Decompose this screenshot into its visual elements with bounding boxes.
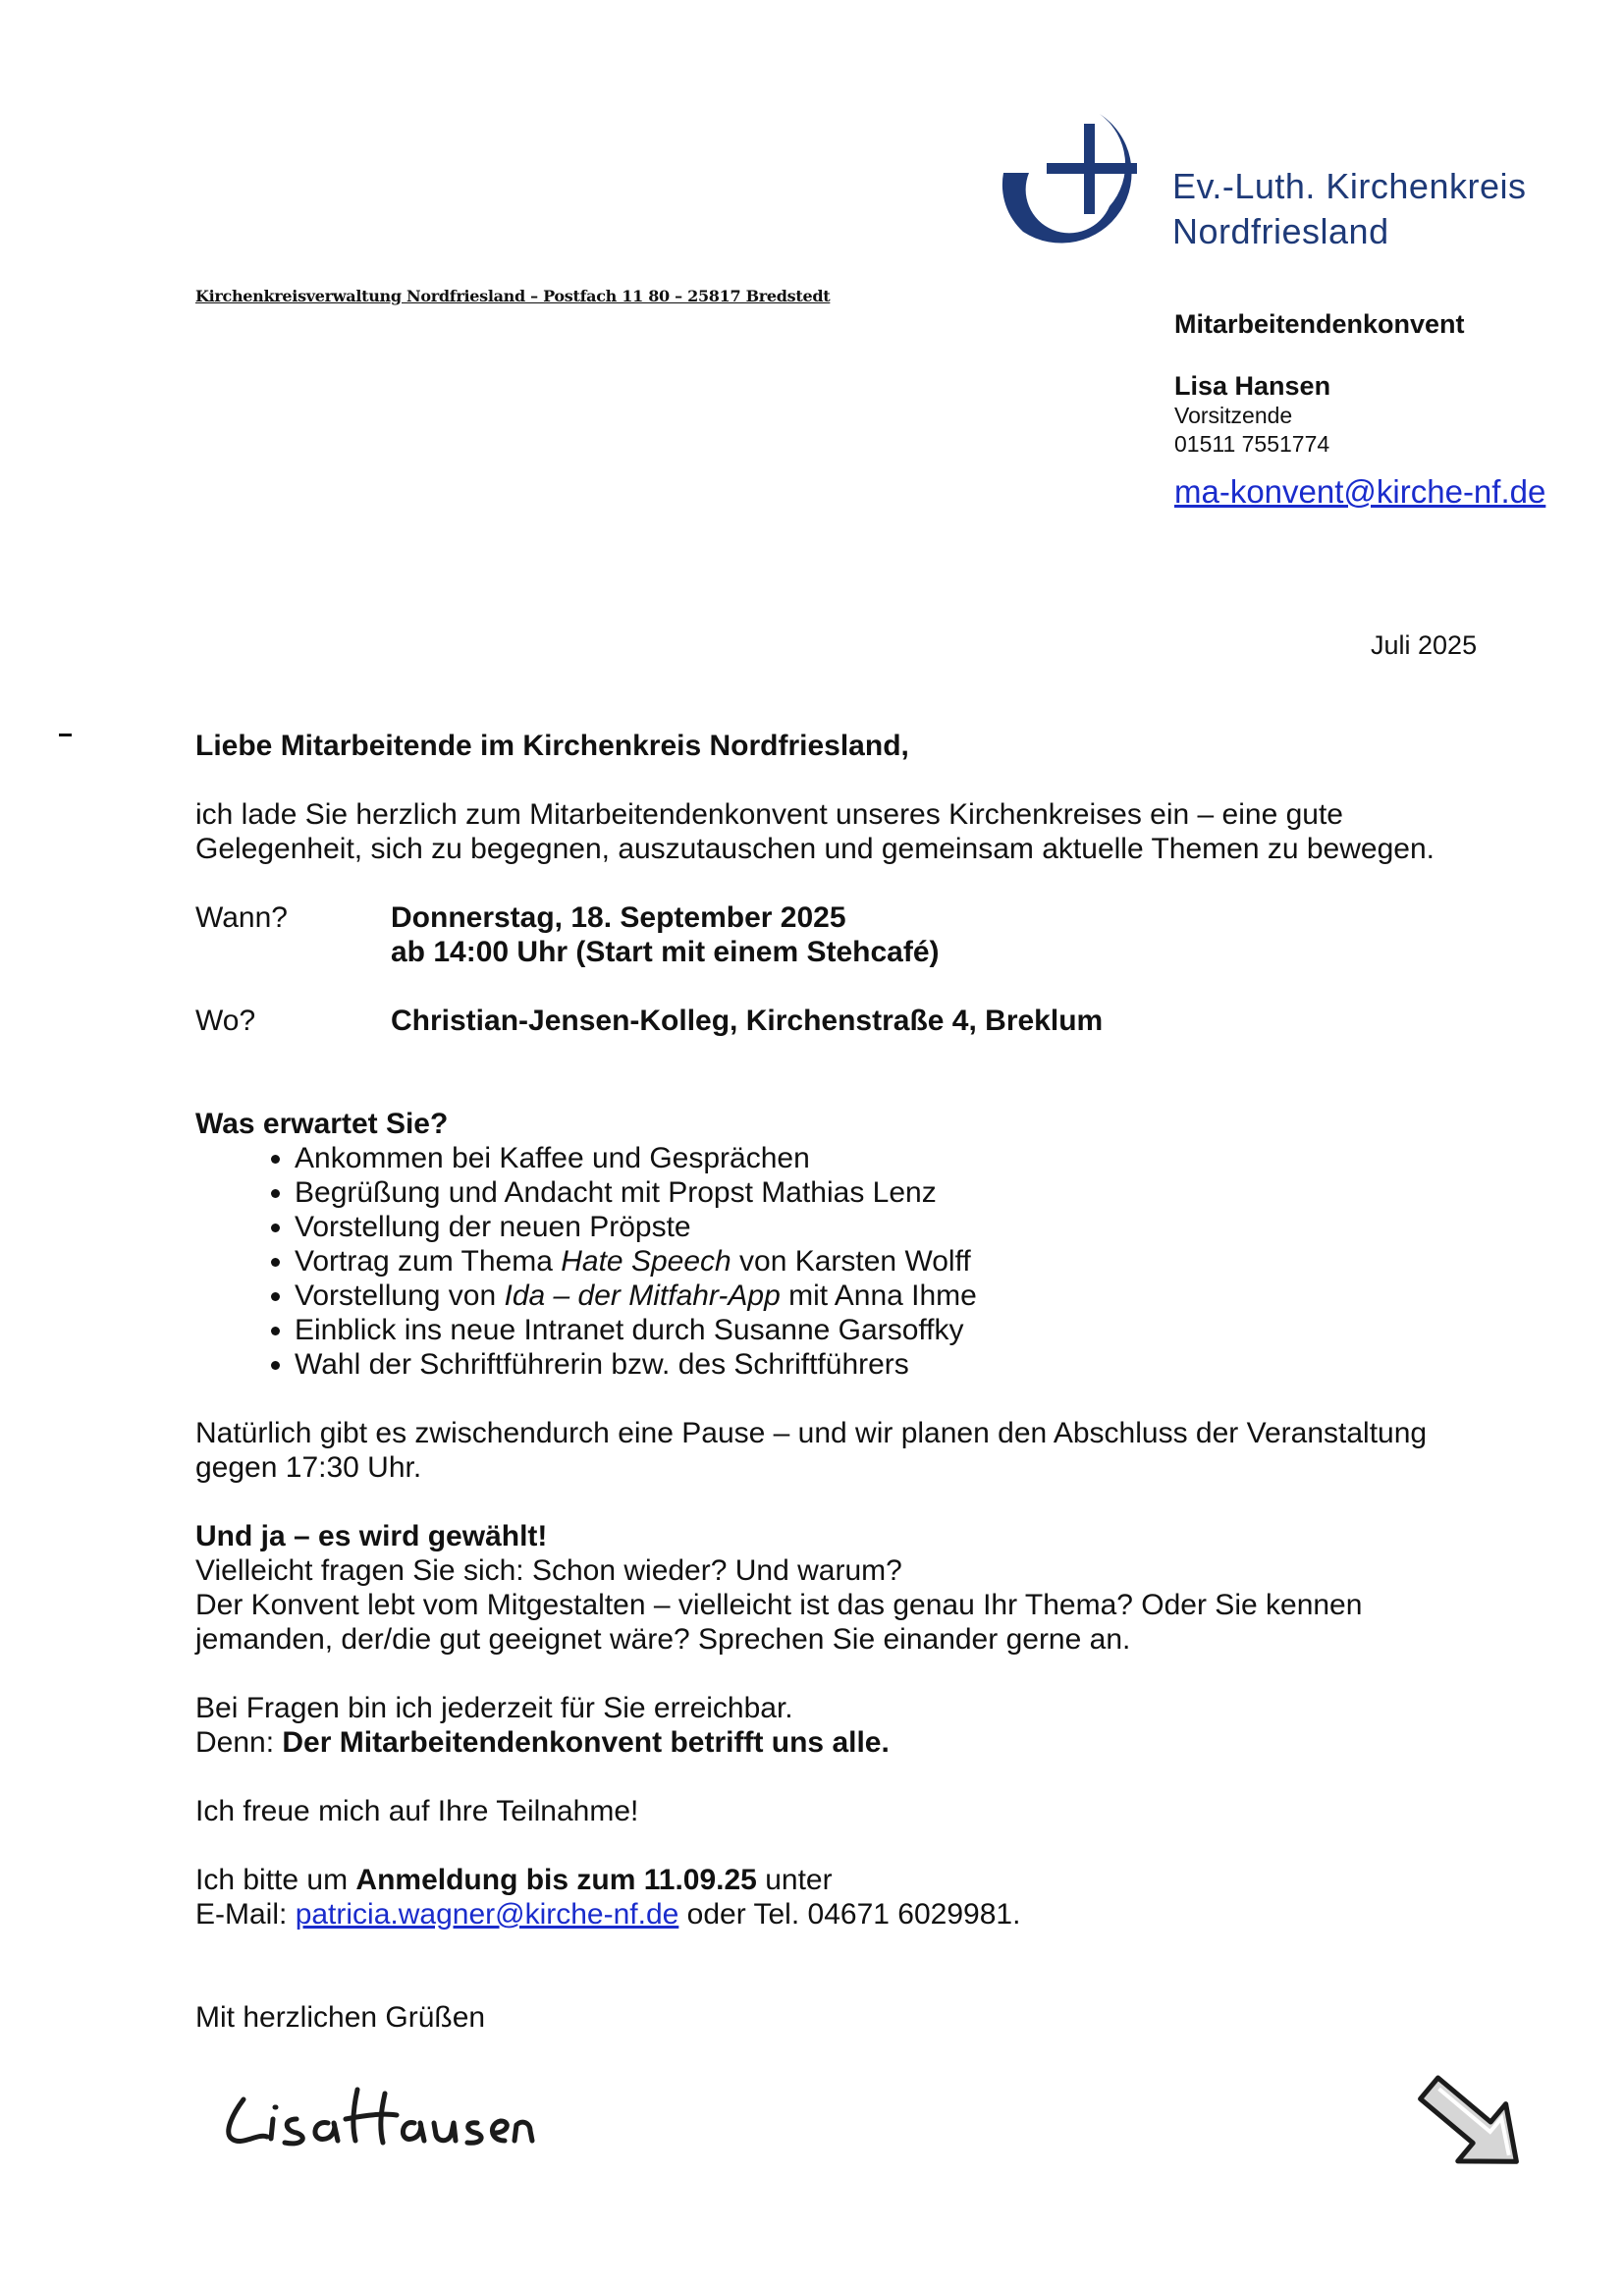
register-line: Ich bitte um Anmeldung bis zum 11.09.25 unter bbox=[195, 1864, 833, 1896]
app-name: Ida – der Mitfahr-App bbox=[504, 1279, 781, 1312]
letter-date: Juli 2025 bbox=[1371, 630, 1478, 660]
list-item: • Wahl der Schriftführerin bzw. des Schriftführers bbox=[295, 1347, 1491, 1382]
questions-line: Bei Fragen bin ich jederzeit für Sie erreichbar. bbox=[195, 1692, 793, 1724]
vote-line-1: Vielleicht fragen Sie sich: Schon wieder? Und warum? bbox=[195, 1554, 902, 1587]
vote-heading: Und ja – es wird gewählt! bbox=[195, 1520, 548, 1552]
contact-org: Mitarbeitendenkonvent bbox=[1174, 309, 1465, 339]
contact-email-link[interactable]: ma-konvent@kirche-nf.de bbox=[1174, 473, 1546, 510]
contact-phone: 01511 7551774 bbox=[1174, 431, 1330, 457]
list-item: • Vortrag zum Thema Hate Speech von Karsten Wolff bbox=[295, 1244, 1491, 1279]
where-label: Wo? bbox=[195, 1005, 256, 1037]
arrow-down-right-icon bbox=[1404, 2056, 1542, 2194]
register-contact-line: E-Mail: patricia.wagner@kirche-nf.de oder Tel. 04671 6029981. bbox=[195, 1898, 1021, 1931]
contact-name: Lisa Hansen bbox=[1174, 371, 1331, 401]
greeting: Liebe Mitarbeitende im Kirchenkreis Nordfriesland, bbox=[195, 730, 909, 762]
pause-paragraph: Natürlich gibt es zwischendurch eine Pause – und wir planen den Abschluss der Veranstaltung gegen 17:30 Uhr. bbox=[195, 1417, 1428, 1484]
list-item: • Einblick ins neue Intranet durch Susanne Garsoffky bbox=[295, 1313, 1491, 1347]
list-item: • Vorstellung von Ida – der Mitfahr-App mit Anna Ihme bbox=[295, 1279, 1491, 1313]
agenda-heading: Was erwartet Sie? bbox=[195, 1108, 449, 1140]
list-item: • Begrüßung und Andacht mit Propst Mathias Lenz bbox=[295, 1175, 1491, 1210]
cross-in-circle-icon bbox=[1001, 106, 1149, 253]
when-label: Wann? bbox=[195, 901, 288, 934]
fold-mark bbox=[59, 734, 72, 736]
vote-line-2: Der Konvent lebt vom Mitgestalten – vielleicht ist das genau Ihr Thema? Oder Sie kennen jemanden, der/die gut geeignet wäre? Sprechen Sie einander gerne an. bbox=[195, 1589, 1363, 1656]
register-email-link[interactable]: patricia.wagner@kirche-nf.de bbox=[295, 1898, 679, 1931]
logo-line-1: Ev.-Luth. Kirchenkreis bbox=[1172, 166, 1527, 206]
concern-line: Denn: Der Mitarbeitendenkonvent betrifft uns alle. bbox=[195, 1726, 890, 1759]
handwritten-signature bbox=[218, 2068, 542, 2156]
when-row bbox=[195, 900, 1491, 969]
where-row bbox=[195, 1004, 1491, 1038]
contact-role: Vorsitzende bbox=[1174, 403, 1293, 428]
when-date: Donnerstag, 18. September 2025 bbox=[391, 901, 846, 934]
list-item: • Vorstellung der neuen Pröpste bbox=[295, 1210, 1491, 1244]
letter-body bbox=[195, 729, 1491, 2035]
sender-address-line: Kirchenkreisverwaltung Nordfriesland – Postfach 11 80 – 25817 Bredstedt bbox=[195, 287, 831, 305]
looking-forward-line: Ich freue mich auf Ihre Teilnahme! bbox=[195, 1795, 639, 1827]
intro-paragraph: ich lade Sie herzlich zum Mitarbeitendenkonvent unseres Kirchenkreises ein – eine gute Gelegenheit, sich zu begegnen, auszutauschen und gemeinsam aktuelle Themen zu bewegen. bbox=[195, 798, 1435, 865]
talk-topic: Hate Speech bbox=[561, 1245, 731, 1278]
church-district-logo bbox=[1001, 106, 1551, 253]
list-item: • Ankommen bei Kaffee und Gesprächen bbox=[295, 1141, 1491, 1175]
when-time: ab 14:00 Uhr (Start mit einem Stehcafé) bbox=[391, 936, 940, 968]
where-value: Christian-Jensen-Kolleg, Kirchenstraße 4, Breklum bbox=[391, 1005, 1104, 1037]
agenda-list bbox=[195, 1141, 1491, 1382]
contact-block bbox=[1174, 309, 1587, 510]
closing: Mit herzlichen Grüßen bbox=[195, 2001, 486, 2034]
logo-line-2: Nordfriesland bbox=[1172, 211, 1389, 251]
